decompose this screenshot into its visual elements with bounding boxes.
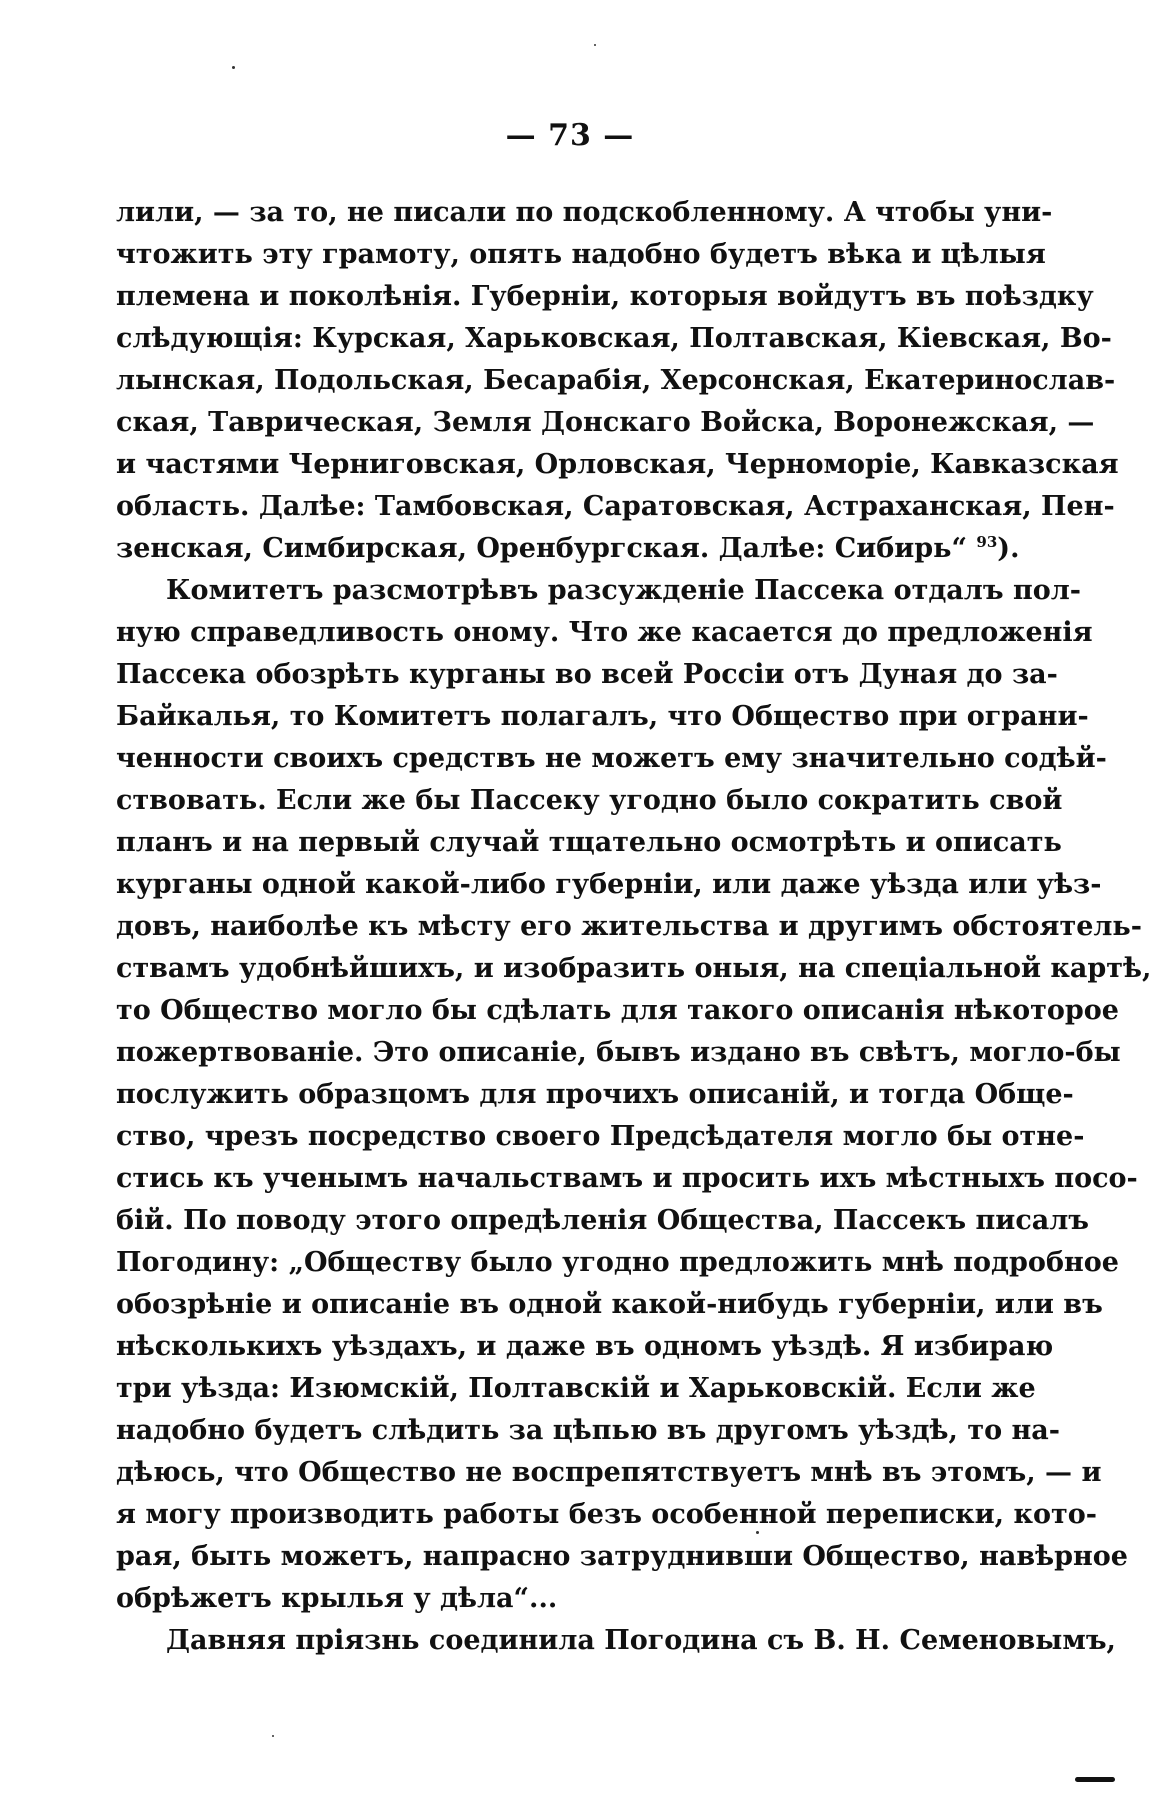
scan-speck [594, 44, 596, 46]
text-line: нѣсколькихъ уѣздахъ, и даже въ одномъ уѣздѣ. Я избираю [116, 1331, 1054, 1362]
text-line: обрѣжетъ крылья у дѣла“... [116, 1583, 558, 1614]
text-line: ствамъ удобнѣйшихъ, и изобразить оныя, на спеціальной картѣ, [116, 953, 1151, 984]
text-line: область. Далѣе: Тамбовская, Саратовская, Астраханская, Пен- [116, 491, 1115, 522]
text-line: лили, — за то, не писали по подскобленному. А чтобы уни- [116, 197, 1053, 228]
scan-speck [232, 66, 235, 69]
footnote-reference: 93 [976, 533, 998, 551]
text-line: ченности своихъ средствъ не можетъ ему значительно содѣй- [116, 743, 1107, 774]
text-line [116, 528, 1020, 570]
text-line: и частями Черниговская, Орловская, Черноморіе, Кавказская [116, 449, 1119, 480]
text-line: дѣюсь, что Общество не воспрепятствуетъ мнѣ въ этомъ, — и [116, 1457, 1102, 1488]
text-line-content: зенская, Симбирская, Оренбургская. Далѣе: Сибирь“ [116, 533, 968, 564]
text-line: стись къ ученымъ начальствамъ и просить ихъ мѣстныхъ посо- [116, 1163, 1138, 1194]
text-line: бій. По поводу этого опредѣленія Общества, Пассекъ писалъ [116, 1205, 1090, 1236]
body-text [116, 192, 1151, 1662]
text-line: Байкалья, то Комитетъ полагалъ, что Общество при ограни- [116, 701, 1089, 732]
text-line: ство, чрезъ посредство своего Предсѣдателя могло бы отне- [116, 1121, 1085, 1152]
text-line: обозрѣніе и описаніе въ одной какой-нибудь губерніи, или въ [116, 1289, 1103, 1320]
text-line: послужить образцомъ для прочихъ описаній, и тогда Обще- [116, 1079, 1074, 1110]
text-line: Комитетъ разсмотрѣвъ разсужденіе Пассека отдалъ пол- [166, 575, 1081, 606]
text-line: пожертвованіе. Это описаніе, бывъ издано въ свѣтъ, могло-бы [116, 1037, 1121, 1068]
text-line: Пассека обозрѣть курганы во всей Россіи отъ Дуная до за- [116, 659, 1058, 690]
text-line: довъ, наиболѣе къ мѣсту его жительства и другимъ обстоятель- [116, 911, 1142, 942]
scan-edge-mark [1075, 1777, 1115, 1782]
scan-speck [272, 1735, 274, 1737]
text-line: племена и поколѣнія. Губерніи, которыя войдутъ въ поѣздку [116, 281, 1094, 312]
text-line: то Общество могло бы сдѣлать для такого описанія нѣкоторое [116, 995, 1119, 1026]
text-line: планъ и на первый случай тщательно осмотрѣть и описать [116, 827, 1062, 858]
text-line: ствовать. Если же бы Пассеку угодно было сократить свой [116, 785, 1063, 816]
text-line: курганы одной какой-либо губерніи, или даже уѣзда или уѣз- [116, 869, 1102, 900]
text-line: надобно будетъ слѣдить за цѣпью въ другомъ уѣздѣ, то на- [116, 1415, 1060, 1446]
text-line: чтожить эту грамоту, опять надобно будетъ вѣка и цѣлыя [116, 239, 1046, 270]
text-line: ская, Таврическая, Земля Донскаго Войска, Воронежская, — [116, 407, 1095, 438]
footnote-tail: ). [997, 533, 1020, 564]
text-line: лынская, Подольская, Бесарабія, Херсонская, Екатеринослав- [116, 365, 1116, 396]
text-line: рая, быть можетъ, напрасно затруднивши Общество, навѣрное [116, 1541, 1128, 1572]
text-line: три уѣзда: Изюмскій, Полтавскій и Харьковскій. Если же [116, 1373, 1036, 1404]
text-line: я могу производить работы безъ особенной переписки, кото- [116, 1499, 1097, 1530]
text-line: Давняя пріязнь соединила Погодина съ В. Н. Семеновымъ, [166, 1625, 1116, 1656]
text-line: ную справедливость оному. Что же касается до предложенія [116, 617, 1093, 648]
page-number: — 73 — [505, 118, 635, 153]
text-line: слѣдующія: Курская, Харьковская, Полтавская, Кіевская, Во- [116, 323, 1112, 354]
scan-speck [756, 1531, 759, 1534]
text-line: Погодину: „Обществу было угодно предложить мнѣ подробное [116, 1247, 1119, 1278]
